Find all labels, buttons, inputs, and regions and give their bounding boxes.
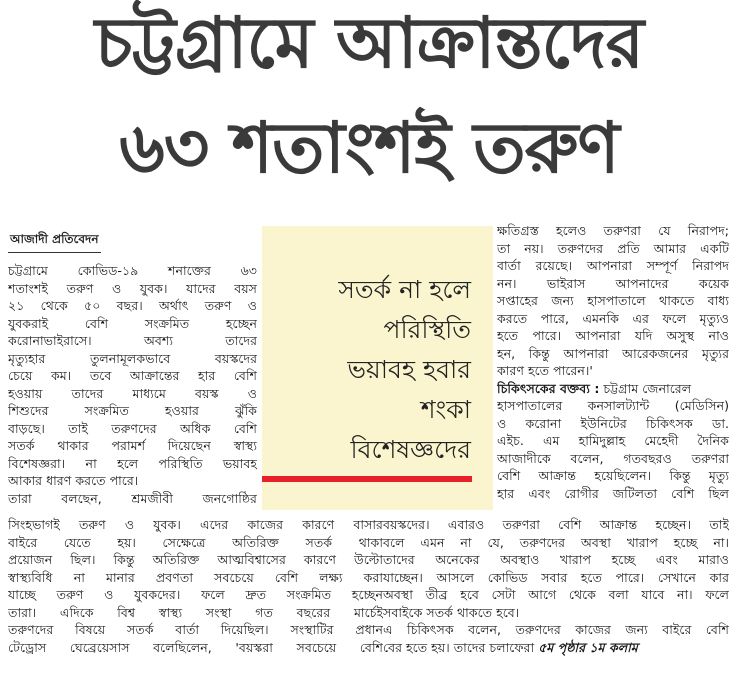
pull-quote-box xyxy=(262,226,493,510)
text-line: হন, কিন্তু আপনারা আরেকজনের মৃত্যুর xyxy=(497,345,729,361)
text-line: তারা বলছেন, শ্রমজীবী জনগোষ্ঠির xyxy=(8,490,257,506)
pull-quote-line: সতর্ক না হলে xyxy=(338,275,471,304)
article-column-left xyxy=(8,262,257,517)
pull-quote-line: ভয়াবহ হবার xyxy=(347,355,471,384)
headline-line-2: ৬৩ শতাংশই তরুণ xyxy=(119,107,619,189)
text-line: সিংহভাগই তরুণ ও যুবক। এদের কাজের কারণে বাসার xyxy=(8,517,383,532)
text-line: হার এবং রোগীর জটিলতা বেশি ছিল xyxy=(497,485,729,501)
text-line: তারা। এদিকে বিশ্ব স্বাস্থ্য সংস্থা গত বছরের মার্চেই xyxy=(8,604,383,620)
text-line: এইচ. এম হামিদুল্লাহ মেহেদী দৈনিক xyxy=(497,433,729,448)
text-line: সবাইকে সতর্ক থাকতে হবে। xyxy=(383,604,520,620)
text-line: যাচ্ছে তরুণ ও যুবকদের। ফলে দ্রুত সংক্রমিত হচ্ছেন xyxy=(8,587,383,602)
text-line: বিশেষজ্ঞরা। না হলে পরিস্থিতি ভয়াবহ xyxy=(8,455,257,471)
text-line: করতে পারে, এমনকি এর ফলে মৃত্যুও xyxy=(497,310,729,326)
continuation-jump-link[interactable]: ৫ম পৃষ্ঠার ১ম কলাম xyxy=(538,639,638,655)
text-line: যাচ্ছেন। আসলে কোভিড সবার হতে পারে। সেখানে কার xyxy=(383,569,729,585)
text-line: আজাদীকে বলেন, গতবছরও তরুণরা xyxy=(497,450,729,466)
headline-line-1: চট্টগ্রামে আক্রান্তদের xyxy=(94,2,644,84)
text-line: শতাংশই তরুণ ও যুবক। যাদের বয়স xyxy=(8,280,257,296)
text-line: হতে পারে। আপনারা যদি অসুস্থ নাও xyxy=(497,328,729,343)
text-line: ক্ষতিগ্রস্ত হলেও তরুণরা যে নিরাপদ; xyxy=(497,223,729,238)
text-line: হওয়ায় তাদের মাধ্যমে বয়স্ক ও xyxy=(8,385,257,401)
text-line: নন। ভাইরাস আপনাদের কয়েক xyxy=(497,275,729,291)
article-column-right xyxy=(497,222,729,510)
text-line: করোনাভাইরাসে। অবশ্য তাদের xyxy=(8,333,257,348)
text-line: আকার ধারণ করতে পারে। xyxy=(8,473,139,488)
text-line: বাইরে যেতে হয়। সেক্ষেত্রে অতিরিক্ত সতর্ক থাকা xyxy=(8,534,383,550)
text-line: মৃত্যুহার তুলনামূলকভাবে বয়স্কদের xyxy=(8,350,257,366)
text-line: হাসপাতালের কনসালট্যান্ট (মেডিসিন) xyxy=(497,398,729,413)
text-line-last xyxy=(383,639,729,657)
pull-quote-line: পরিস্থিতি xyxy=(383,315,471,344)
text-line: বলে এমন না যে, তরুণদের অবস্থা খারাপ হচ্ছে না। xyxy=(383,534,729,550)
text-line: তাদের অনেকের অবস্থাও খারাপ হচ্ছে এবং মারাও xyxy=(383,552,729,567)
article-column-bottom-left xyxy=(8,516,383,682)
subhead-line xyxy=(497,380,729,398)
text-line: চেয়ে কম। তবে আক্রান্তের হার বেশি xyxy=(8,368,257,383)
text-line: চট্টগ্রামে কোভিড-১৯ শনাক্তের ৬৩ xyxy=(8,263,257,278)
text-line: বাড়ছে। তাই তরুণদের অধিক বেশি xyxy=(8,420,257,436)
text-line: শিশুদের সংক্রমিত হওয়ার ঝুঁকি xyxy=(8,403,257,418)
text-line: প্রয়োজন ছিল। কিন্তু অতিরিক্ত আত্মবিশ্বাসের কারণে উল্টো xyxy=(8,552,383,567)
text-line: ২১ থেকে ৫০ বছর। অর্থাৎ তরুণ ও xyxy=(8,298,257,313)
last-line-text: বের হতে হয়। তাদের চলাফেরা xyxy=(383,639,539,655)
text-line: স্বাস্থ্যবিধি না মানার প্রবণতা সবচেয়ে বেশি লক্ষ্য করা xyxy=(8,569,383,585)
text-line: যুবকরাই বেশি সংক্রমিত হচ্ছেন xyxy=(8,315,257,331)
text-line: তরুণদের বিষয়ে সতর্ক বার্তা দিয়েছিল। সংস্থাটির প্রধান xyxy=(8,622,383,637)
pull-quote-line: শংকা xyxy=(420,395,471,424)
pull-quote-text xyxy=(271,270,471,470)
text-line: অবস্থা তীব্র হবে সেটা আগে থেকে বলা যাবে না। ফলে xyxy=(383,587,729,602)
text-line: তা নয়। তরুণদের প্রতি আমার একটি xyxy=(497,240,729,256)
text-line: এ চিকিৎসক বলেন, তরুণদের কাজের জন্য বাইরে বেশি xyxy=(383,622,729,637)
text-line: টেড্রোস ঘেব্রেয়েসাস বলেছিলেন, 'বয়স্করা সবচেয়ে বেশি xyxy=(8,639,383,655)
text-line: বেশি আক্রান্ত হয়েছিলেন। কিন্তু মৃত্যু xyxy=(497,468,729,483)
pull-quote-accent-bar xyxy=(262,476,472,482)
text-line: ও করোনা ইউনিটের চিকিৎসক ডা. xyxy=(497,415,729,431)
text-line: কারণ হতে পারেন।' xyxy=(497,363,593,378)
text-line: সপ্তাহের জন্য হাসপাতালে থাকতে বাধ্য xyxy=(497,293,729,308)
byline: আজাদী প্রতিবেদন xyxy=(8,231,101,253)
subhead-rest: চট্টগ্রাম জেনারেল xyxy=(599,380,692,396)
text-line: বয়স্কদের। এবারও তরুণরা বেশি আক্রান্ত হচ্ছেন। তাই xyxy=(383,517,729,532)
text-line: সতর্ক থাকার পরামর্শ দিয়েছেন স্বাস্থ্য xyxy=(8,438,257,453)
subhead-label: চিকিৎসকের বক্তব্য : xyxy=(497,380,600,396)
pull-quote-line: বিশেষজ্ঞদের xyxy=(350,435,471,464)
text-line: বার্তা রয়েছে। আপনারা সম্পূর্ণ নিরাপদ xyxy=(497,258,729,273)
article-column-bottom-right xyxy=(383,516,729,682)
